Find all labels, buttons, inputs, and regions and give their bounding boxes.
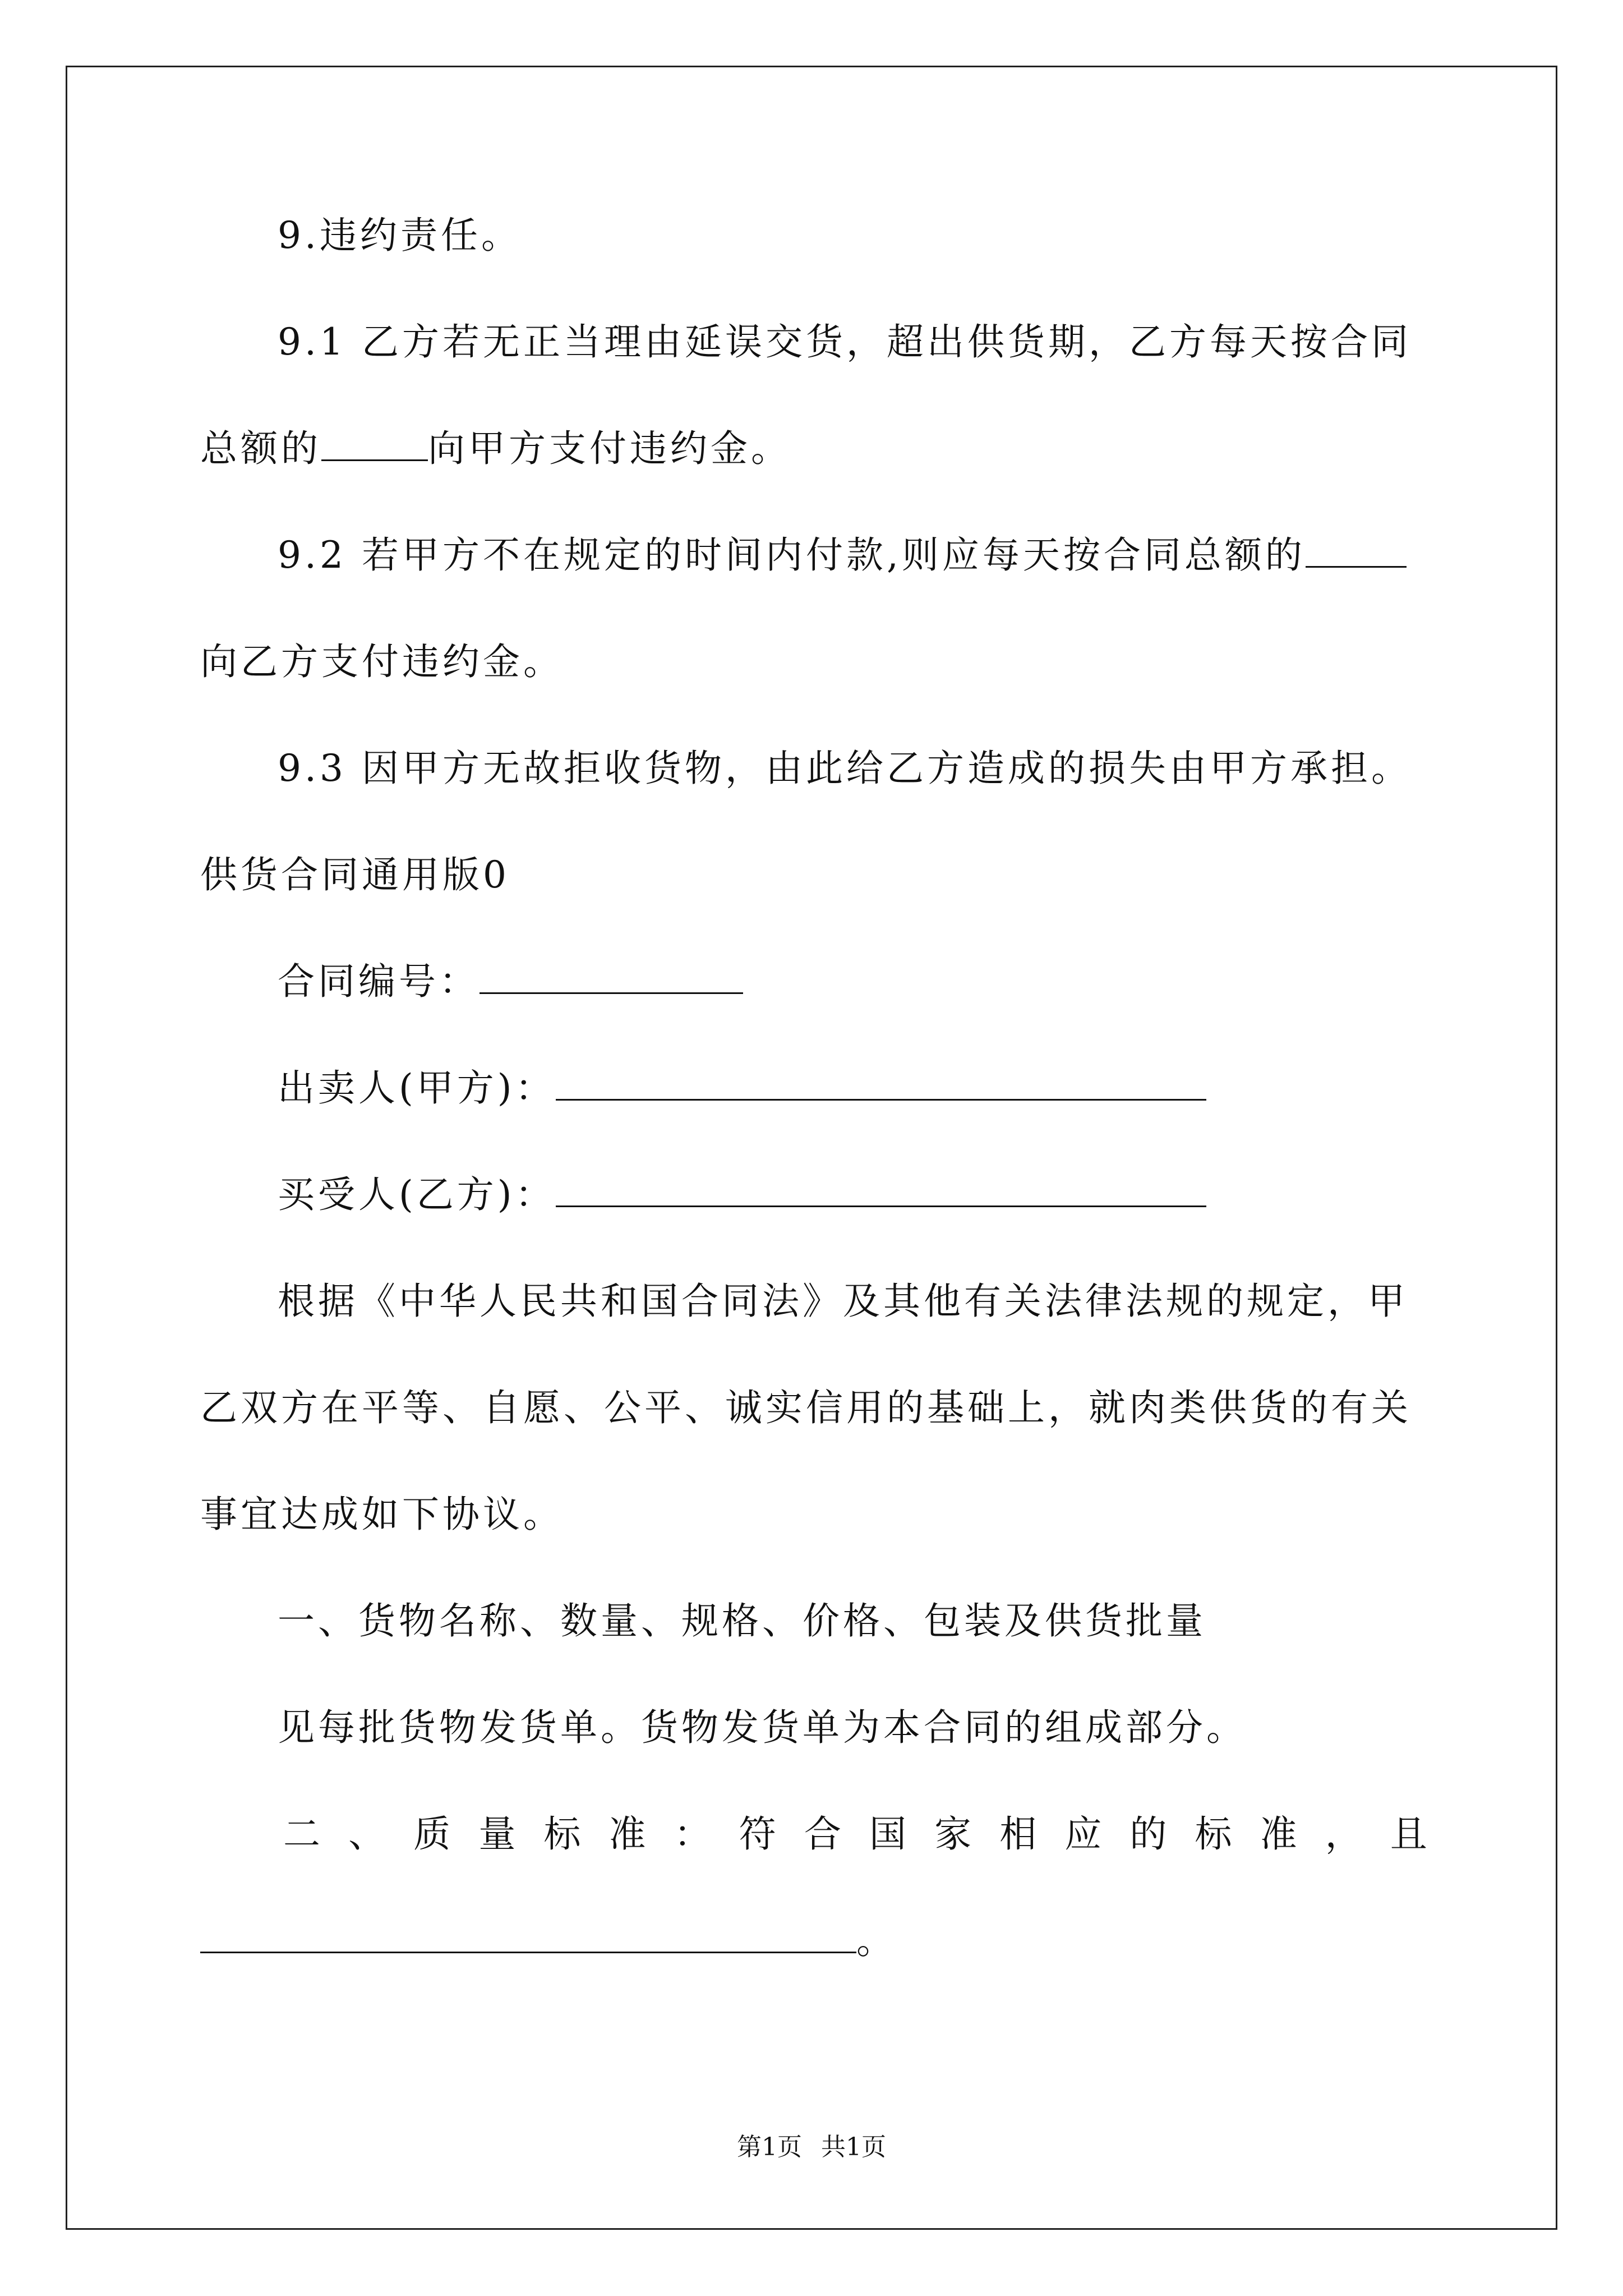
char: 且 [1390, 1812, 1427, 1856]
char: 符 [739, 1812, 776, 1856]
clause-9-2-text: 9.2 若甲方不在规定的时间内付款,则应每天按合同总额的 [278, 533, 1306, 577]
contract-title: 供货合同通用版0 [200, 853, 510, 896]
char: 的 [1129, 1812, 1167, 1856]
page-number: 第1页 [737, 2133, 802, 2161]
contract-number-label: 合同编号： [278, 960, 479, 1003]
blank-field [1306, 533, 1407, 568]
section-two-heading [283, 1812, 1427, 1857]
char: 应 [1064, 1812, 1102, 1856]
contract-number-row [278, 959, 743, 1004]
seller-row [278, 1066, 1206, 1111]
page-total: 共1页 [821, 2133, 886, 2161]
char: ： [674, 1812, 711, 1856]
section-heading-breach: 9.违约责任。 [278, 214, 522, 257]
buyer-row [278, 1172, 1206, 1217]
char: 标 [543, 1812, 581, 1856]
char: 准 [1260, 1812, 1297, 1856]
quality-standard-blank-row [200, 1918, 897, 1963]
clause-9-2-cont: 向乙方支付违约金。 [200, 640, 564, 683]
preamble-line-1: 根据《中华人民共和国合同法》及其他有关法律法规的规定，甲 [278, 1280, 1408, 1323]
period: 。 [856, 1919, 897, 1962]
quality-standard-blank [200, 1919, 856, 1953]
char: 质 [413, 1812, 451, 1856]
char: 准 [608, 1812, 646, 1856]
section-one-body: 见每批货物发货单。货物发货单为本合同的组成部分。 [278, 1706, 1247, 1749]
clause-9-1-cont-b: 向甲方支付违约金。 [428, 427, 791, 470]
clause-9-1-cont-a: 总额的 [200, 427, 321, 470]
char: ， [1325, 1812, 1362, 1856]
page-footer [0, 2132, 1623, 2163]
clause-9-3: 9.3 因甲方无故拒收货物，由此给乙方造成的损失由甲方承担。 [278, 747, 1412, 790]
clause-9-2 [278, 533, 1407, 578]
char: 标 [1195, 1812, 1232, 1856]
char: 合 [804, 1812, 841, 1856]
seller-label: 出卖人(甲方)： [278, 1066, 556, 1110]
clause-9-1: 9.1 乙方若无正当理由延误交货，超出供货期，乙方每天按合同 [278, 320, 1412, 364]
char: 二 [283, 1812, 320, 1856]
buyer-blank [556, 1173, 1206, 1207]
char: 家 [934, 1812, 972, 1856]
blank-field [321, 427, 428, 461]
seller-blank [556, 1066, 1206, 1101]
char: 国 [869, 1812, 906, 1856]
preamble-line-2: 乙双方在平等、自愿、公平、诚实信用的基础上，就肉类供货的有关 [200, 1386, 1412, 1429]
buyer-label: 买受人(乙方)： [278, 1173, 556, 1216]
char: 、 [348, 1812, 386, 1856]
section-one-heading: 一、货物名称、数量、规格、价格、包装及供货批量 [278, 1599, 1206, 1642]
contract-number-blank [479, 960, 743, 994]
preamble-line-3: 事宜达成如下协议。 [200, 1493, 564, 1536]
char: 量 [478, 1812, 516, 1856]
clause-9-1-cont [200, 426, 791, 471]
page-border [66, 66, 1557, 2230]
char: 相 [999, 1812, 1037, 1856]
